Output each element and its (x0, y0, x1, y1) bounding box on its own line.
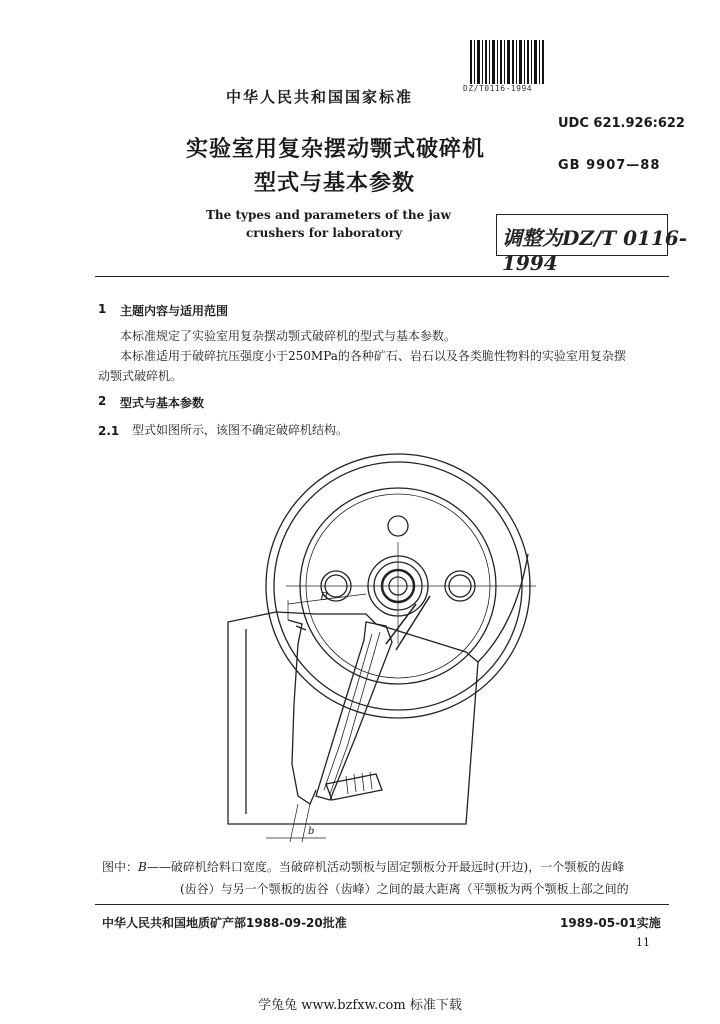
section-1-heading: 主题内容与适用范围 (120, 304, 229, 318)
watermark-footer: 学兔兔 www.bzfxw.com 标准下载 (258, 998, 462, 1013)
barcode-text: DZ/T0116-1994 (463, 84, 533, 93)
footer-divider (95, 904, 669, 905)
dimension-label-b: b (308, 826, 315, 837)
caption-line-1 (102, 856, 677, 878)
title-zh-line1: 实验室用复杂摆动颚式破碎机 (186, 136, 486, 162)
title-en-line2: crushers for laboratory (246, 226, 403, 240)
jaw-crusher-diagram (216, 444, 546, 846)
caption-prefix: 图中： (102, 860, 139, 874)
effective-date: 1989-05-01实施 (560, 916, 661, 930)
section-2-1-number: 2.1 (98, 424, 120, 438)
title-zh-line2: 型式与基本参数 (254, 170, 416, 196)
gb-number: GB 9907—88 (558, 158, 661, 173)
caption-line1-rest: ——破碎机给料口宽度。当破碎机活动颚板与固定颚板分开最远时(开边)，一个颚板的齿峰 (146, 860, 625, 874)
header-divider (95, 276, 669, 277)
section-1-paragraph-2-line2: 动颚式破碎机。 (98, 369, 183, 383)
section-2-1-text: 型式如图所示，该图不确定破碎机结构。 (132, 423, 349, 437)
section-1-paragraph-2-line1: 本标准适用于破碎抗压强度小于250MPa的各种矿石、岩石以及各类脆性物料的实验室用复杂摆 (120, 349, 626, 363)
udc-code: UDC 621.926:622 (558, 116, 685, 131)
section-2-number: 2 (98, 394, 107, 408)
approval-note: 中华人民共和国地质矿产部1988-09-20批准 (102, 916, 347, 930)
title-en-line1: The types and parameters of the jaw (206, 208, 451, 222)
barcode-graphic (470, 40, 546, 84)
caption-symbol: B (138, 860, 147, 874)
figure-caption (102, 856, 677, 900)
standard-type-heading: 中华人民共和国国家标准 (226, 88, 414, 106)
section-1-number: 1 (98, 302, 107, 316)
caption-line-2: (齿谷）与另一个颚板的齿谷（齿峰）之间的最大距离（平颚板为两个颚板上部之间的 (180, 882, 629, 896)
page-number: 11 (636, 936, 650, 949)
section-1-paragraph-1: 本标准规定了实验室用复杂摆动颚式破碎机的型式与基本参数。 (120, 329, 457, 343)
section-2-heading: 型式与基本参数 (120, 396, 205, 410)
revision-stamp-text: 调整为DZ/T 0116-1994 (502, 226, 688, 275)
dimension-label-B: B (320, 590, 329, 603)
